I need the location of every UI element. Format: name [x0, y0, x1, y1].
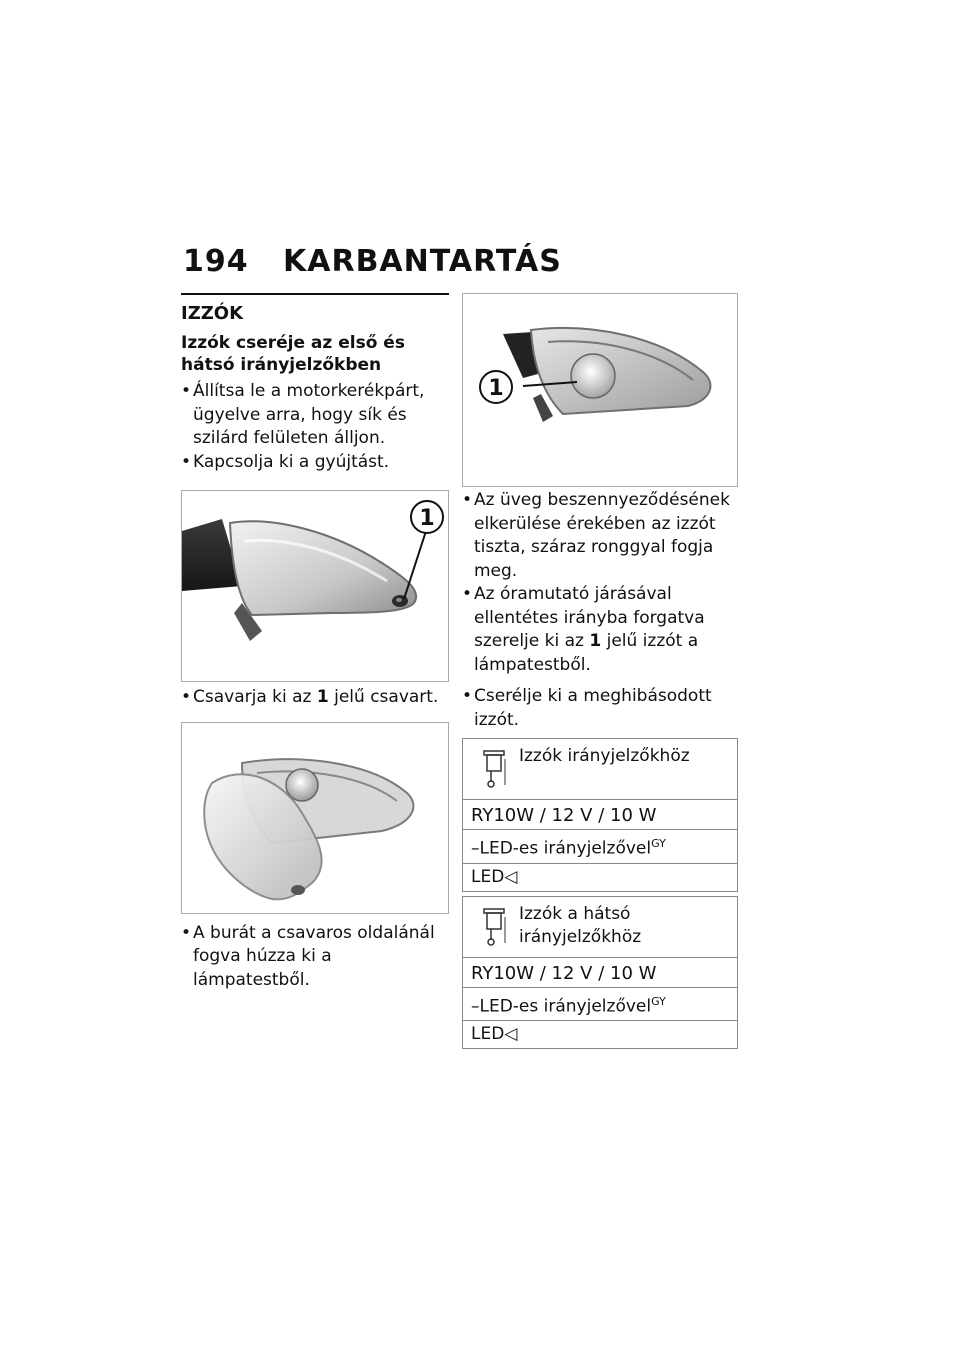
indicator-lens-illustration — [182, 723, 448, 913]
spec-rear-head — [463, 897, 737, 957]
step-list-2 — [181, 686, 449, 710]
spec-rear-led — [463, 1020, 737, 1048]
step-ignition: • Kapcsolja ki a gyújtást. — [181, 451, 449, 475]
spec-front-led-line — [463, 829, 737, 863]
step-remove-text: Az óramutató járásával ellentétes irányba forgatva szerelje ki az — [474, 584, 705, 651]
right-column — [462, 293, 738, 1049]
right-step-list — [462, 489, 738, 732]
callout-1: 1 — [410, 500, 444, 534]
step-lens: • A burát a csavaros oldalánál fogva húzza ki a lámpatestből. — [181, 922, 449, 993]
step-remove-text-end: jelű izzót a lámpatestből. — [474, 631, 699, 675]
spec-front-value: RY10W / 12 V / 10 W — [463, 799, 737, 829]
spec-front-indicator — [462, 738, 738, 892]
spec-rear-led-sup: GY — [651, 994, 666, 1008]
spec-rear-led-symbol: ◁ — [504, 1024, 518, 1045]
spec-rear-value: RY10W / 12 V / 10 W — [463, 957, 737, 987]
bulb-spec-icon — [481, 749, 507, 789]
spec-front-led-symbol: ◁ — [504, 866, 518, 887]
figure-indicator-screw — [181, 490, 449, 682]
spec-rear-indicator — [462, 896, 738, 1050]
callout-1-bulb: 1 — [479, 370, 513, 404]
page-number: 194 — [183, 244, 249, 279]
step-clean-bulb: • Az üveg beszennyeződésének elkerülése érekében az izzót tiszta, száraz ronggyal fogja meg. — [462, 489, 738, 583]
section-rule — [181, 293, 449, 295]
step-screw-ref: 1 — [316, 687, 329, 707]
step-screw-text-end: jelű csavart. — [328, 687, 439, 707]
step-replace-bulb: • Cserélje ki a meghibásodott izzót. — [462, 685, 738, 732]
subsection-title: Izzók cseréje az első és hátsó irányjelzőkben — [181, 333, 405, 375]
bulb-spec-icon — [481, 907, 507, 947]
indicator-screw-illustration — [182, 491, 448, 681]
spec-front-title: Izzók irányjelzőkhöz — [519, 746, 690, 766]
step-park: • Állítsa le a motorkerékpárt, ügyelve arra, hogy sík és szilárd felületen álljon. — [181, 380, 449, 451]
step-screw-text: Csavarja ki az — [193, 687, 317, 707]
spec-front-led-text: –LED-es irányjelzővel — [471, 838, 652, 859]
figure-indicator-bulb — [462, 293, 738, 487]
spec-rear-title: Izzók a hátsó irányjelzőkhöz — [519, 903, 642, 947]
step-list-1 — [181, 380, 449, 474]
figure-indicator-lens — [181, 722, 449, 914]
spec-front-led-sup: GY — [651, 837, 666, 850]
spec-rear-led-text: –LED-es irányjelzővel — [471, 996, 652, 1017]
spec-front-led-label: LED — [471, 866, 505, 887]
section-title: IZZÓK — [181, 303, 244, 324]
step-screw — [181, 686, 449, 710]
step-list-3 — [181, 922, 449, 993]
spec-rear-led-line — [463, 987, 737, 1021]
spec-front-led — [463, 863, 737, 891]
page-header — [183, 244, 562, 279]
step-remove-bulb — [462, 583, 738, 677]
chapter-title: KARBANTARTÁS — [283, 244, 562, 279]
step-remove-ref: 1 — [589, 631, 602, 651]
spec-front-head — [463, 739, 737, 799]
left-column — [181, 293, 449, 992]
spec-rear-led-label: LED — [471, 1024, 505, 1045]
